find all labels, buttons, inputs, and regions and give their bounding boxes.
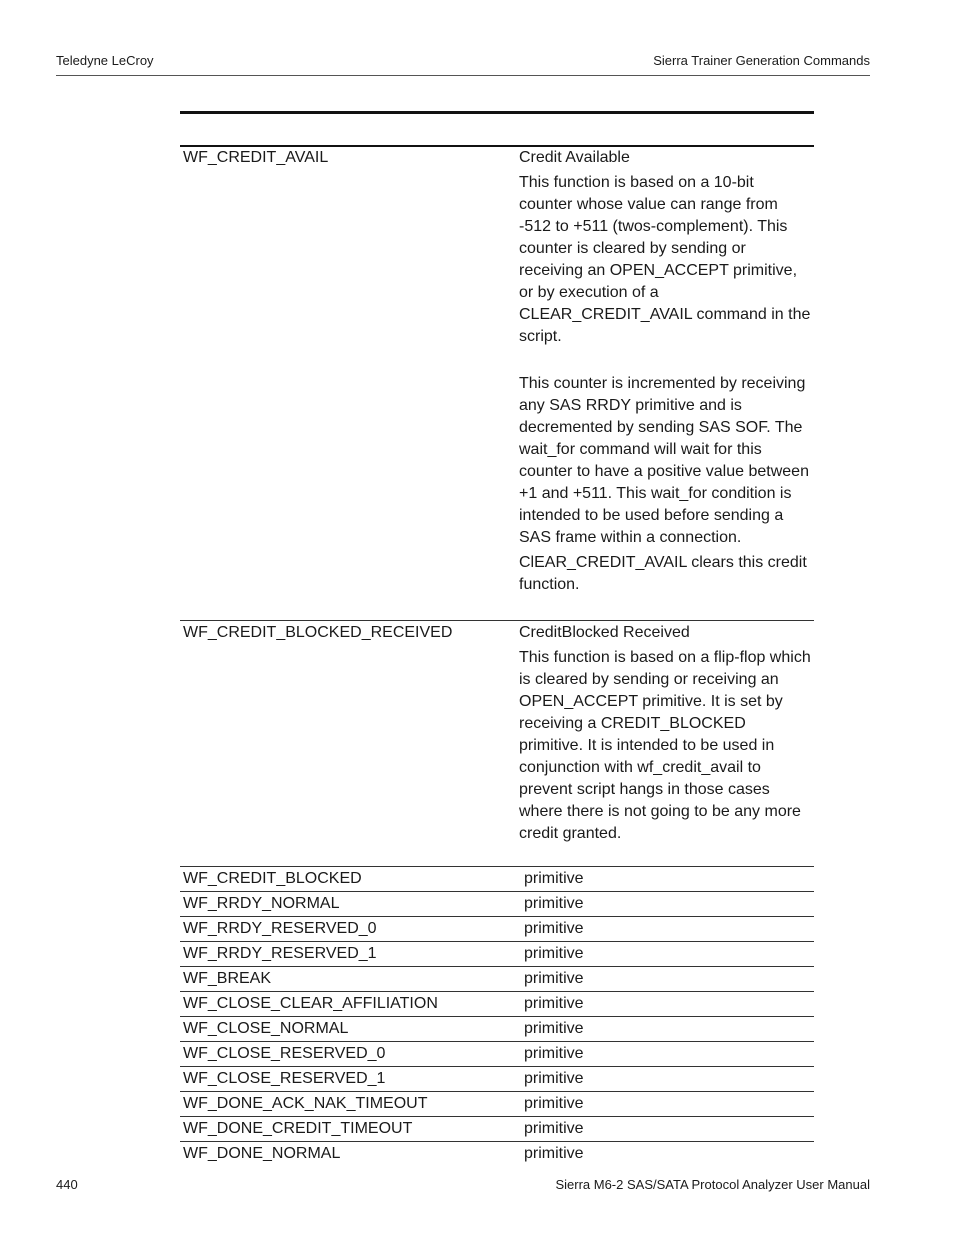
table-row <box>180 1042 814 1067</box>
command-description: primitive <box>524 1020 584 1037</box>
command-description: primitive <box>524 1045 584 1062</box>
command-name: WF_DONE_ACK_NAK_TIMEOUT <box>183 1095 428 1112</box>
table-row <box>180 1092 814 1117</box>
command-description: primitive <box>524 895 584 912</box>
footer-manual-title: Sierra M6-2 SAS/SATA Protocol Analyzer User Manual <box>555 1177 870 1192</box>
description-paragraph: This counter is incremented by receiving any SAS RRDY primitive and is decremented by sending SAS SOF. The wait_for command will wait for this counter to have a positive value between +1 and +511. This wait_for condition is intended to be used before sending a SAS frame within a connection. <box>519 375 809 546</box>
command-description: primitive <box>524 1095 584 1112</box>
table-row <box>180 867 814 892</box>
header-divider <box>56 75 870 76</box>
table-row <box>180 146 814 621</box>
table-row <box>180 917 814 942</box>
command-description <box>519 147 811 599</box>
command-name: WF_BREAK <box>183 970 272 987</box>
page-number: 440 <box>56 1177 78 1192</box>
command-description: primitive <box>524 970 584 987</box>
command-name: WF_RRDY_RESERVED_1 <box>183 945 377 962</box>
table-header-rule <box>180 111 814 114</box>
command-description: primitive <box>524 1070 584 1087</box>
command-name: WF_CLOSE_RESERVED_0 <box>183 1045 386 1062</box>
description-paragraph: This function is based on a flip-flop which is cleared by sending or receiving an OPEN_ACCEPT primitive. It is set by receiving a CREDIT_BLOCKED primitive. It is intended to be used in conjunction with wf_credit_avail to prevent script hangs in those cases where there is not going to be any more credit granted. <box>519 649 811 842</box>
header-company: Teledyne LeCroy <box>56 53 154 68</box>
command-name: WF_CREDIT_BLOCKED <box>183 870 362 887</box>
table-row <box>180 1117 814 1142</box>
command-name: WF_CREDIT_AVAIL <box>183 149 329 166</box>
command-description: primitive <box>524 920 584 937</box>
description-paragraph: This function is based on a 10-bit counter whose value can range from -512 to +511 (twos-complement). This counter is cleared by sending or receiving an OPEN_ACCEPT primitive, or by execution of a CLEAR_CREDIT_AVAIL command in the script. <box>519 174 811 345</box>
command-name: WF_RRDY_NORMAL <box>183 895 340 912</box>
table-row <box>180 942 814 967</box>
command-name: WF_CLOSE_CLEAR_AFFILIATION <box>183 995 438 1012</box>
header-section-title: Sierra Trainer Generation Commands <box>653 53 870 68</box>
table-row <box>180 967 814 992</box>
table-row <box>180 1142 814 1167</box>
command-description: primitive <box>524 1120 584 1137</box>
table-row <box>180 1067 814 1092</box>
table-row <box>180 992 814 1017</box>
command-description: primitive <box>524 1145 584 1162</box>
command-name: WF_DONE_NORMAL <box>183 1145 341 1162</box>
command-description: primitive <box>524 995 584 1012</box>
description-title: CreditBlocked Received <box>519 624 690 641</box>
command-name: WF_CLOSE_NORMAL <box>183 1020 349 1037</box>
command-name: WF_CREDIT_BLOCKED_RECEIVED <box>183 624 453 641</box>
command-name: WF_RRDY_RESERVED_0 <box>183 920 377 937</box>
description-title: Credit Available <box>519 149 630 166</box>
description-paragraph: ClEAR_CREDIT_AVAIL clears this credit function. <box>519 554 807 593</box>
command-description: primitive <box>524 945 584 962</box>
command-name: WF_DONE_CREDIT_TIMEOUT <box>183 1120 413 1137</box>
command-name: WF_CLOSE_RESERVED_1 <box>183 1070 386 1087</box>
command-description <box>519 622 811 848</box>
command-description: primitive <box>524 870 584 887</box>
table-row <box>180 892 814 917</box>
table-row <box>180 621 814 867</box>
table-row <box>180 1017 814 1042</box>
